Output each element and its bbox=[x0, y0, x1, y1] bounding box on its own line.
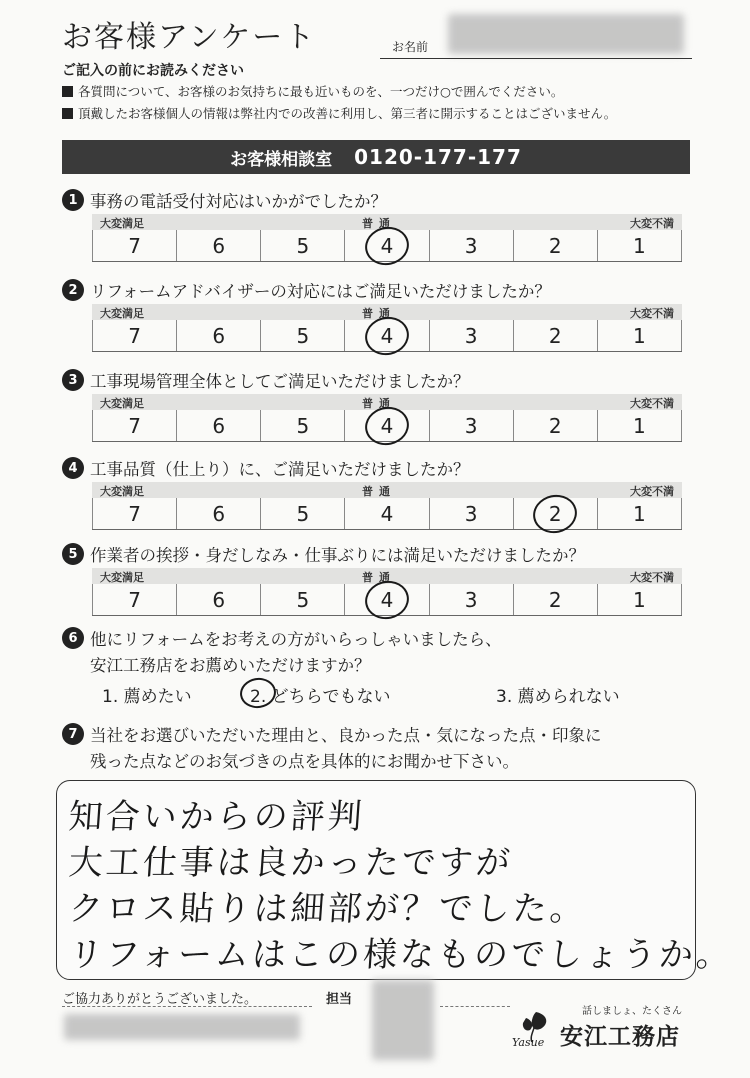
scale-label-row bbox=[92, 482, 682, 498]
question-7-line-2: 残った点などのお気づきの点を具体的にお聞かせ下さい。 bbox=[90, 752, 519, 771]
name-underline bbox=[380, 58, 692, 59]
rating-option[interactable] bbox=[597, 498, 682, 529]
question-number-badge: 3 bbox=[62, 369, 84, 391]
rating-option[interactable] bbox=[344, 230, 428, 261]
rating-option[interactable] bbox=[513, 230, 597, 261]
question-7-line-1: 当社をお選びいただいた理由と、良かった点・気になった点・印象に bbox=[90, 726, 602, 745]
rating-value: 1 bbox=[633, 501, 646, 526]
rating-option[interactable] bbox=[344, 584, 428, 615]
scale-label-neutral: 普通 bbox=[362, 485, 396, 498]
rating-value: 4 bbox=[380, 413, 394, 438]
rating-value: 7 bbox=[128, 413, 141, 438]
rating-value: 4 bbox=[380, 501, 394, 526]
rating-option[interactable] bbox=[513, 498, 597, 529]
rating-value: 2 bbox=[548, 413, 562, 438]
rating-scale bbox=[92, 482, 682, 530]
scale-label-very-satisfied: 大変満足 bbox=[100, 485, 144, 498]
selected-rating-circle bbox=[362, 222, 413, 268]
rating-value: 6 bbox=[212, 323, 226, 348]
question-number-badge: 1 bbox=[62, 189, 84, 211]
comment-line-1: 知合いからの評判 bbox=[67, 797, 367, 837]
rating-option[interactable] bbox=[429, 410, 513, 441]
rating-option[interactable] bbox=[176, 410, 260, 441]
rating-option[interactable] bbox=[344, 498, 428, 529]
logo-script-text: Yasue bbox=[512, 1036, 545, 1048]
selected-rating-circle bbox=[362, 576, 413, 622]
rating-option[interactable] bbox=[92, 230, 176, 261]
comment-line-2: 大工仕事は良かったですが bbox=[67, 843, 515, 883]
rating-option[interactable] bbox=[176, 584, 260, 615]
rating-value: 4 bbox=[380, 323, 394, 348]
question-6-line-2-row bbox=[90, 652, 371, 676]
question-text: リフォームアドバイザーの対応にはご満足いただけましたか？ bbox=[90, 282, 551, 301]
rating-value: 2 bbox=[548, 501, 562, 526]
bullet-square-icon bbox=[62, 86, 73, 97]
question-number-badge: 7 bbox=[62, 723, 84, 745]
question-text: 事務の電話受付対応はいかがでしたか？ bbox=[90, 192, 387, 211]
rating-value: 3 bbox=[464, 323, 478, 348]
rating-value: 5 bbox=[296, 587, 310, 612]
scale-label-very-satisfied: 大変満足 bbox=[100, 307, 144, 320]
rating-option[interactable] bbox=[513, 584, 597, 615]
selected-rating-circle bbox=[530, 490, 581, 536]
rating-scale bbox=[92, 304, 682, 352]
rating-value: 6 bbox=[212, 587, 226, 612]
rating-value: 7 bbox=[128, 323, 141, 348]
rating-value: 6 bbox=[212, 501, 226, 526]
rating-value: 3 bbox=[464, 501, 478, 526]
scale-label-very-dissatisfied: 大変不満 bbox=[630, 397, 674, 410]
staff-label: 担当 bbox=[326, 992, 353, 1007]
rating-option[interactable] bbox=[92, 410, 176, 441]
rating-option[interactable] bbox=[597, 230, 682, 261]
question-number-badge: 4 bbox=[62, 457, 84, 479]
question-1 bbox=[62, 188, 387, 212]
rating-option[interactable] bbox=[260, 320, 344, 351]
rating-option[interactable] bbox=[429, 230, 513, 261]
thanks-message: ご協力ありがとうございました。 bbox=[62, 992, 258, 1007]
question-6-line-1: 他にリフォームをお考えの方がいらっしゃいましたら、 bbox=[90, 630, 502, 649]
redacted-staff bbox=[372, 980, 434, 1060]
rating-option[interactable] bbox=[597, 410, 682, 441]
rating-option[interactable] bbox=[92, 498, 176, 529]
company-name: 安江工務店 bbox=[560, 1024, 680, 1050]
comment-line-4: リフォームはこの様なものでしょうか。 bbox=[67, 935, 735, 975]
question-text: 工事品質（仕上り）に、ご満足いただけましたか？ bbox=[90, 460, 470, 479]
rating-option[interactable] bbox=[513, 410, 597, 441]
rating-value: 5 bbox=[296, 233, 310, 258]
footer-divider-right bbox=[440, 1006, 510, 1007]
rating-value: 3 bbox=[464, 413, 478, 438]
question-number-badge: 6 bbox=[62, 627, 84, 649]
rating-value: 7 bbox=[128, 233, 141, 258]
question-text: 工事現場管理全体としてご満足いただけましたか？ bbox=[90, 372, 470, 391]
rating-option[interactable] bbox=[429, 584, 513, 615]
rating-scale bbox=[92, 568, 682, 616]
name-label: お名前 bbox=[392, 40, 429, 54]
scale-label-very-dissatisfied: 大変不満 bbox=[630, 307, 674, 320]
question-5 bbox=[62, 542, 585, 566]
rating-value: 5 bbox=[296, 413, 310, 438]
question-number-badge: 5 bbox=[62, 543, 84, 565]
scale-label-very-satisfied: 大変満足 bbox=[100, 571, 144, 584]
rating-option[interactable] bbox=[260, 584, 344, 615]
rating-option[interactable] bbox=[513, 320, 597, 351]
rating-value: 2 bbox=[548, 587, 562, 612]
rating-option[interactable] bbox=[92, 320, 176, 351]
rating-value: 5 bbox=[296, 501, 310, 526]
rating-option[interactable] bbox=[429, 498, 513, 529]
survey-title: お客様アンケート bbox=[62, 20, 317, 55]
scale-label-very-dissatisfied: 大変不満 bbox=[630, 485, 674, 498]
rating-value: 6 bbox=[212, 413, 226, 438]
intro-line-1: 各質問について、お客様のお気持ちに最も近いものを、一つだけ○で囲んでください。 bbox=[62, 82, 563, 100]
intro-heading: ご記入の前にお読みください bbox=[62, 63, 244, 79]
question-2 bbox=[62, 278, 551, 302]
free-comment-box[interactable] bbox=[56, 780, 735, 980]
question-text: 作業者の挨拶・身だしなみ・仕事ぶりには満足いただけましたか？ bbox=[90, 546, 585, 565]
rating-value: 5 bbox=[296, 323, 310, 348]
redacted-customer-info bbox=[64, 1014, 300, 1040]
rating-cells bbox=[92, 320, 682, 352]
rating-option[interactable] bbox=[260, 230, 344, 261]
rating-option[interactable] bbox=[597, 320, 682, 351]
rating-cells bbox=[92, 498, 682, 530]
support-label: お客様相談室 bbox=[230, 149, 333, 170]
footer-divider-left bbox=[62, 1006, 312, 1007]
rating-value: 7 bbox=[128, 587, 141, 612]
rating-cells bbox=[92, 230, 682, 262]
rating-option[interactable] bbox=[260, 410, 344, 441]
scale-label-neutral: 普通 bbox=[362, 307, 396, 320]
question-number-badge: 2 bbox=[62, 279, 84, 301]
comment-line-3: クロス貼りは細部が？でした。 bbox=[67, 889, 589, 929]
rating-cells bbox=[92, 584, 682, 616]
question-7-line-2-row bbox=[90, 748, 519, 772]
rating-option[interactable] bbox=[260, 498, 344, 529]
rating-value: 6 bbox=[212, 233, 226, 258]
company-tagline: 話しましょ、たくさん bbox=[582, 1006, 682, 1017]
rating-option[interactable] bbox=[344, 410, 428, 441]
rating-value: 3 bbox=[464, 233, 478, 258]
rating-scale bbox=[92, 394, 682, 442]
rating-cells bbox=[92, 410, 682, 442]
scale-label-very-dissatisfied: 大変不満 bbox=[630, 217, 674, 230]
rating-scale bbox=[92, 214, 682, 262]
bullet-square-icon bbox=[62, 108, 73, 119]
rating-value: 7 bbox=[128, 501, 141, 526]
question-6 bbox=[62, 626, 502, 650]
intro-line-2: 頂戴したお客様個人の情報は弊社内での改善に利用し、第三者に開示することはございません。 bbox=[62, 104, 616, 122]
rating-value: 3 bbox=[464, 587, 478, 612]
recommend-choices bbox=[102, 682, 682, 708]
support-phone: 0120-177-177 bbox=[354, 145, 522, 169]
question-6-line-2: 安江工務店をお薦めいただけますか？ bbox=[90, 656, 371, 675]
rating-value: 1 bbox=[633, 323, 646, 348]
choice-not-recommend[interactable]: 3. 薦められない bbox=[496, 687, 620, 707]
rating-value: 1 bbox=[633, 233, 646, 258]
support-banner bbox=[62, 140, 690, 174]
rating-value: 2 bbox=[548, 323, 562, 348]
leaf-logo-icon bbox=[512, 1008, 558, 1048]
rating-option[interactable] bbox=[344, 320, 428, 351]
choice-recommend[interactable]: 1. 薦めたい bbox=[102, 687, 192, 707]
question-7 bbox=[62, 722, 602, 746]
rating-value: 2 bbox=[548, 233, 562, 258]
scale-label-very-satisfied: 大変満足 bbox=[100, 217, 144, 230]
rating-value: 4 bbox=[380, 233, 394, 258]
redacted-name bbox=[448, 14, 684, 54]
rating-option[interactable] bbox=[176, 320, 260, 351]
scale-label-very-dissatisfied: 大変不満 bbox=[630, 571, 674, 584]
scale-label-neutral: 普通 bbox=[362, 571, 396, 584]
selected-rating-circle bbox=[362, 312, 413, 358]
rating-value: 1 bbox=[633, 587, 646, 612]
choice-neutral[interactable]: 2. どちらでもない bbox=[250, 687, 391, 707]
rating-option[interactable] bbox=[597, 584, 682, 615]
scale-label-very-satisfied: 大変満足 bbox=[100, 397, 144, 410]
question-4 bbox=[62, 456, 470, 480]
question-3 bbox=[62, 368, 470, 392]
rating-value: 4 bbox=[380, 587, 394, 612]
rating-option[interactable] bbox=[429, 320, 513, 351]
scale-label-neutral: 普通 bbox=[362, 217, 396, 230]
selected-rating-circle bbox=[362, 402, 413, 448]
rating-option[interactable] bbox=[176, 498, 260, 529]
scale-label-neutral: 普通 bbox=[362, 397, 396, 410]
rating-value: 1 bbox=[633, 413, 646, 438]
rating-option[interactable] bbox=[176, 230, 260, 261]
rating-option[interactable] bbox=[92, 584, 176, 615]
